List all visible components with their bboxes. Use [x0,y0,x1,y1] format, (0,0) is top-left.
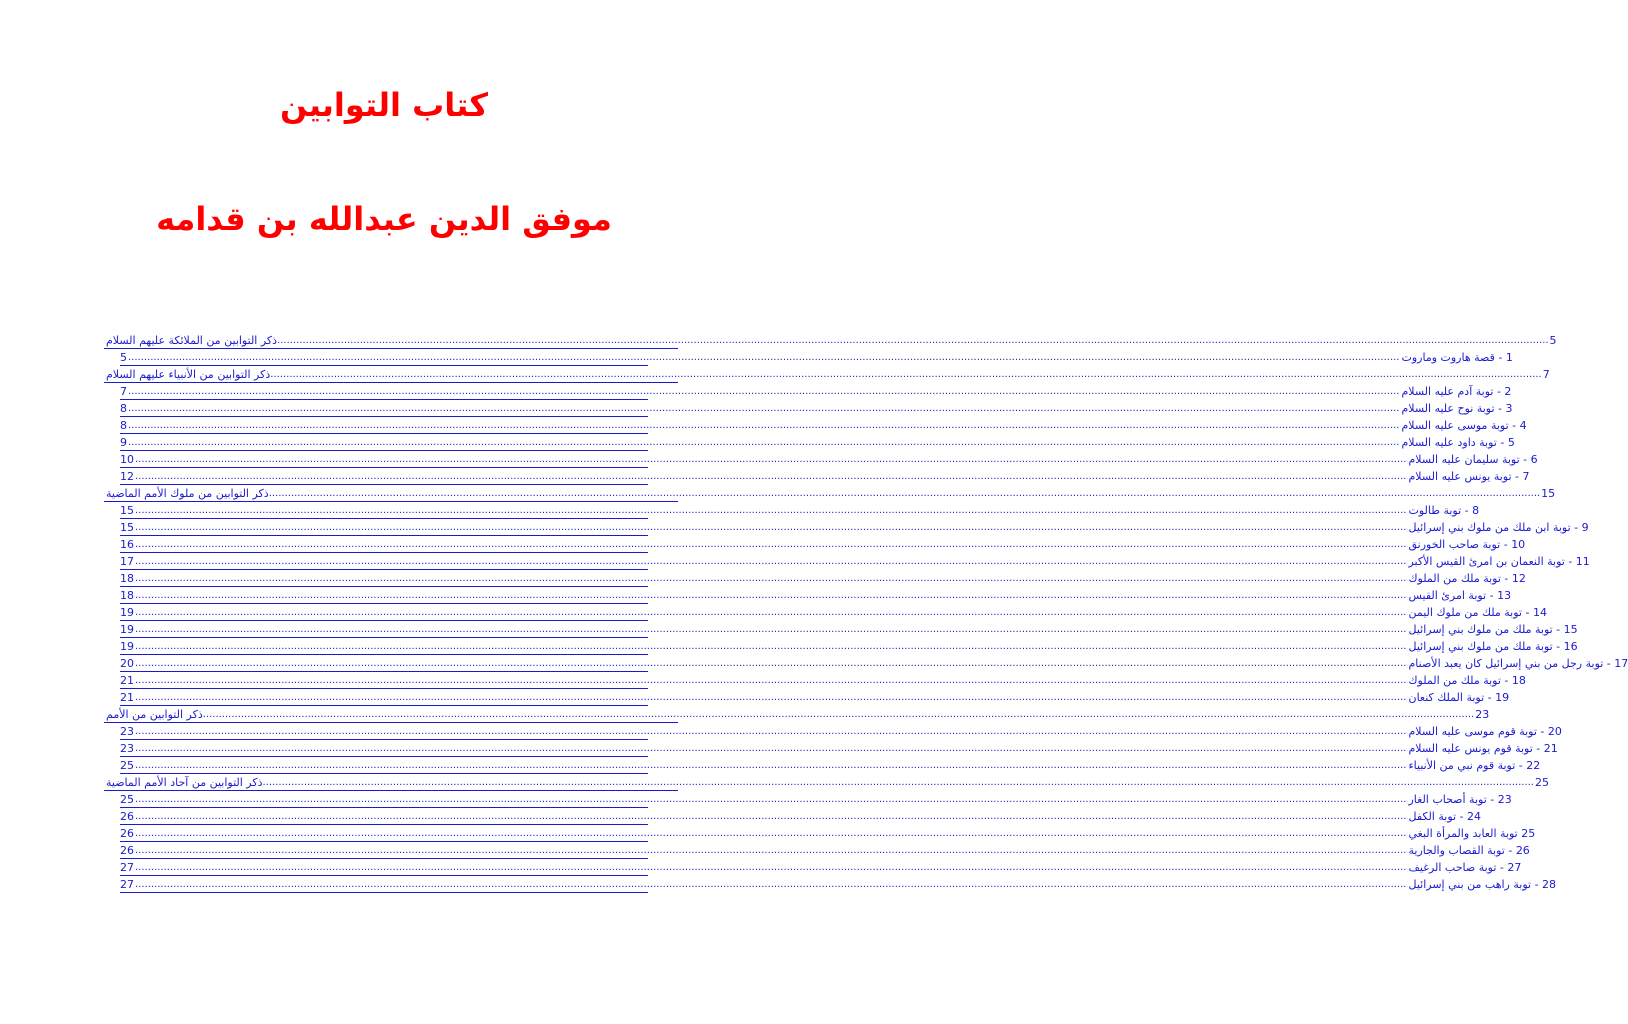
toc-dot-leader: ................................................................................................................................................................................................................................................................................................................................................................................................................ [135,879,1407,890]
toc-page-number: 8 [120,402,127,415]
toc-item-link[interactable] [120,826,1536,842]
toc-entry-title: 4 - توبة موسى عليه السلام [1401,419,1527,432]
toc-item-link[interactable] [120,571,1526,587]
toc-entry-title: 8 - توبة طالوت [1408,504,1480,517]
toc-item-link[interactable] [120,860,1522,876]
toc-dot-leader: ................................................................................................................................................................................................................................................................................................................................................................................................................ [128,403,1400,414]
toc-dot-leader: ................................................................................................................................................................................................................................................................................................................................................................................................................ [268,488,1541,499]
toc-page-number: 5 [120,351,127,364]
toc-item-link[interactable] [120,469,1530,485]
toc-page-number: 8 [120,419,127,432]
toc-entry-title: ذكر التوابين من آحاد الأمم الماضية [106,776,263,789]
toc-entry-title: 13 - توبة امرئ القيس [1408,589,1512,602]
toc-page-number: 25 [120,793,134,806]
toc-entry-title: 9 - توبة ابن ملك من ملوك بني إسرائيل [1408,521,1589,534]
toc-dot-leader: ................................................................................................................................................................................................................................................................................................................................................................................................................ [135,760,1407,771]
toc-dot-leader: ................................................................................................................................................................................................................................................................................................................................................................................................................ [135,794,1407,805]
toc-entry-title: 24 - توبة الكفل [1408,810,1482,823]
toc-item-link[interactable] [120,877,1557,893]
toc-item-link[interactable] [120,741,1558,757]
table-of-contents [0,333,1628,913]
toc-entry-title: 23 - توبة أصحاب الغار [1408,793,1512,806]
toc-page-number: 26 [120,844,134,857]
toc-entry-title: 12 - توبة ملك من الملوك [1408,572,1526,585]
toc-entry-title: 1 - قصة هاروت وماروت [1401,351,1513,364]
toc-dot-leader: ................................................................................................................................................................................................................................................................................................................................................................................................................ [270,369,1542,380]
toc-item-link[interactable] [120,350,1513,366]
toc-page-number: 18 [120,572,134,585]
toc-item-link[interactable] [120,554,1590,570]
toc-dot-leader: ................................................................................................................................................................................................................................................................................................................................................................................................................ [135,556,1407,567]
toc-page-number: 27 [120,861,134,874]
toc-item-link[interactable] [120,384,1512,400]
toc-item-link[interactable] [120,520,1589,536]
toc-entry-title: 28 - توبة راهب من بني إسرائيل [1408,878,1557,891]
toc-entry-title: 21 - توبة قوم يونس عليه السلام [1408,742,1558,755]
toc-item-link[interactable] [120,843,1530,859]
toc-dot-leader: ................................................................................................................................................................................................................................................................................................................................................................................................................ [135,675,1407,686]
toc-item-link[interactable] [120,690,1510,706]
toc-item-link[interactable] [120,792,1512,808]
toc-entry-title: 25 توبة العابد والمرأة البغي [1408,827,1536,840]
toc-entry-title: ذكر التوابين من ملوك الأمم الماضية [106,487,269,500]
toc-entry-title: 2 - توبة آدم عليه السلام [1401,385,1512,398]
toc-page-number: 19 [120,606,134,619]
toc-page-number: 10 [120,453,134,466]
toc-entry-title: ذكر التوابين من الأنبياء عليهم السلام [106,368,271,381]
book-title: كتاب التوابين [280,86,488,124]
toc-dot-leader: ................................................................................................................................................................................................................................................................................................................................................................................................................ [135,828,1407,839]
toc-entry-title: ذكر التوابين من الملائكة عليهم السلام [106,334,278,347]
toc-page-number: 12 [120,470,134,483]
toc-page-number: 15 [1541,487,1556,500]
toc-page-number: 25 [1534,776,1549,789]
toc-entry-title: 7 - توبة يونس عليه السلام [1408,470,1530,483]
toc-item-link[interactable] [120,588,1512,604]
toc-dot-leader: ................................................................................................................................................................................................................................................................................................................................................................................................................ [135,471,1407,482]
toc-page-number: 25 [120,759,134,772]
toc-dot-leader: ................................................................................................................................................................................................................................................................................................................................................................................................................ [135,743,1407,754]
toc-item-link[interactable] [120,622,1578,638]
toc-dot-leader: ................................................................................................................................................................................................................................................................................................................................................................................................................ [135,862,1407,873]
toc-item-link[interactable] [120,537,1526,553]
toc-entry-title: 16 - توبة ملك من ملوك بني إسرائيل [1408,640,1578,653]
toc-item-link[interactable] [120,435,1515,451]
toc-dot-leader: ................................................................................................................................................................................................................................................................................................................................................................................................................ [135,454,1407,465]
toc-entry-title: 17 - توبة رجل من بني إسرائيل كان يعبد الأصنام [1408,657,1628,670]
toc-dot-leader: ................................................................................................................................................................................................................................................................................................................................................................................................................ [135,811,1407,822]
toc-section-link[interactable] [104,775,1549,791]
toc-dot-leader: ................................................................................................................................................................................................................................................................................................................................................................................................................ [135,624,1407,635]
toc-page-number: 27 [120,878,134,891]
toc-dot-leader: ................................................................................................................................................................................................................................................................................................................................................................................................................ [135,505,1407,516]
toc-dot-leader: ................................................................................................................................................................................................................................................................................................................................................................................................................ [135,539,1407,550]
toc-section-link[interactable] [104,333,1557,349]
toc-section-link[interactable] [104,367,1550,383]
toc-page-number: 26 [120,810,134,823]
toc-page-number: 21 [120,674,134,687]
toc-dot-leader: ................................................................................................................................................................................................................................................................................................................................................................................................................ [135,607,1407,618]
toc-entry-title: 19 - توبة الملك كنعان [1408,691,1510,704]
toc-dot-leader: ................................................................................................................................................................................................................................................................................................................................................................................................................ [277,335,1549,346]
toc-dot-leader: ................................................................................................................................................................................................................................................................................................................................................................................................................ [202,709,1475,720]
toc-entry-title: 22 - توبة قوم نبي من الأنبياء [1408,759,1541,772]
toc-item-link[interactable] [120,639,1578,655]
toc-page-number: 5 [1549,334,1557,347]
toc-item-link[interactable] [120,418,1527,434]
toc-item-link[interactable] [120,605,1547,621]
author-name: موفق الدين عبدالله بن قدامه [156,200,612,238]
toc-page-number: 20 [120,657,134,670]
toc-dot-leader: ................................................................................................................................................................................................................................................................................................................................................................................................................ [128,352,1400,363]
toc-dot-leader: ................................................................................................................................................................................................................................................................................................................................................................................................................ [135,590,1407,601]
toc-page-number: 23 [1475,708,1490,721]
toc-page-number: 21 [120,691,134,704]
toc-entry-title: 5 - توبة داود عليه السلام [1401,436,1515,449]
toc-entry-title: 11 - توبة النعمان بن امرئ القيس الأكبر [1408,555,1590,568]
toc-entry-title: 15 - توبة ملك من ملوك بني إسرائيل [1408,623,1578,636]
toc-page-number: 19 [120,623,134,636]
toc-page-number: 19 [120,640,134,653]
toc-dot-leader: ................................................................................................................................................................................................................................................................................................................................................................................................................ [135,692,1407,703]
toc-entry-title: 14 - توبة ملك من ملوك اليمن [1408,606,1547,619]
toc-dot-leader: ................................................................................................................................................................................................................................................................................................................................................................................................................ [128,386,1400,397]
toc-dot-leader: ................................................................................................................................................................................................................................................................................................................................................................................................................ [135,658,1407,669]
toc-dot-leader: ................................................................................................................................................................................................................................................................................................................................................................................................................ [128,437,1400,448]
toc-entry-title: ذكر التوابين من الأمم [106,708,203,721]
toc-dot-leader: ................................................................................................................................................................................................................................................................................................................................................................................................................ [135,573,1407,584]
toc-entry-title: 20 - توبة قوم موسى عليه السلام [1408,725,1562,738]
toc-item-link[interactable] [120,673,1526,689]
toc-entry-title: 18 - توبة ملك من الملوك [1408,674,1526,687]
toc-page-number: 23 [120,742,134,755]
toc-item-link[interactable] [120,401,1513,417]
toc-page-number: 16 [120,538,134,551]
toc-dot-leader: ................................................................................................................................................................................................................................................................................................................................................................................................................ [135,726,1407,737]
toc-page-number: 15 [120,504,134,517]
toc-page-number: 9 [120,436,127,449]
toc-page-number: 23 [120,725,134,738]
toc-item-link[interactable] [120,656,1628,672]
toc-page-number: 7 [1542,368,1550,381]
toc-dot-leader: ................................................................................................................................................................................................................................................................................................................................................................................................................ [128,420,1400,431]
toc-dot-leader: ................................................................................................................................................................................................................................................................................................................................................................................................................ [135,522,1407,533]
toc-dot-leader: ................................................................................................................................................................................................................................................................................................................................................................................................................ [262,777,1534,788]
toc-entry-title: 27 - توبة صاحب الرغيف [1408,861,1522,874]
toc-item-link[interactable] [120,724,1562,740]
toc-entry-title: 26 - توبة القصاب والجارية [1408,844,1530,857]
toc-section-link[interactable] [104,707,1490,723]
toc-page-number: 26 [120,827,134,840]
toc-page-number: 17 [120,555,134,568]
toc-item-link[interactable] [120,452,1538,468]
toc-dot-leader: ................................................................................................................................................................................................................................................................................................................................................................................................................ [135,845,1407,856]
toc-entry-title: 6 - توبة سليمان عليه السلام [1408,453,1538,466]
toc-section-link[interactable] [104,486,1556,502]
toc-item-link[interactable] [120,503,1480,519]
toc-entry-title: 3 - توبة نوح عليه السلام [1401,402,1513,415]
toc-item-link[interactable] [120,809,1482,825]
toc-item-link[interactable] [120,758,1541,774]
toc-dot-leader: ................................................................................................................................................................................................................................................................................................................................................................................................................ [135,641,1407,652]
toc-page-number: 15 [120,521,134,534]
toc-page-number: 7 [120,385,127,398]
toc-page-number: 18 [120,589,134,602]
toc-entry-title: 10 - توبة صاحب الخورنق [1408,538,1526,551]
